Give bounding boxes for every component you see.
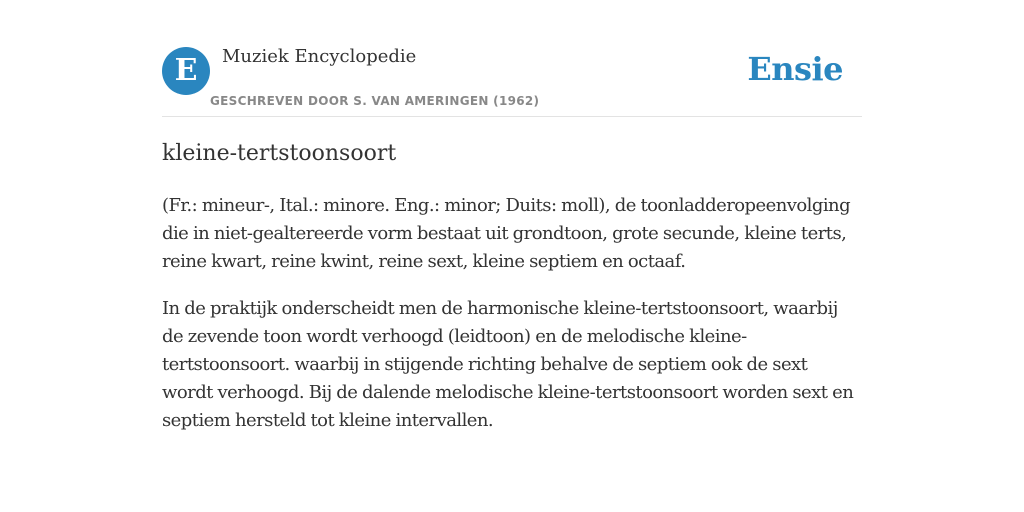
page-header [162, 0, 862, 117]
author-line: GESCHREVEN DOOR S. VAN AMERINGEN (1962) [210, 94, 540, 108]
ensie-brand-logo[interactable]: Ensie [747, 50, 843, 88]
page-content [162, 0, 862, 431]
article-paragraph-2: In de praktijk onderscheidt men de harmonische kleine-tertstoonsoort, waarbij de zevende toon wordt verhoogd (leidtoon) en de melodische kleine-tertstoonsoort. waarbij in stijgende richting behalve de septiem ook de sext wordt verhoogd. Bij de dalende melodische kleine-tertstoonsoort worden sext en septiem hersteld tot kleine intervallen. [162, 298, 854, 431]
article-title: kleine-tertstoonsoort [162, 141, 397, 166]
encyclopedia-logo-icon[interactable]: E [162, 47, 210, 95]
encyclopedia-name-link[interactable]: Muziek Encyclopedie [222, 46, 417, 67]
article-paragraph-1: (Fr.: mineur-, Ital.: minore. Eng.: minor; Duits: moll), de toonladderopeenvolging die in niet-gealtereerde vorm bestaat uit grondtoon, grote secunde, kleine terts, reine kwart, reine kwint, reine sext, kleine septiem en octaaf. [162, 195, 851, 272]
